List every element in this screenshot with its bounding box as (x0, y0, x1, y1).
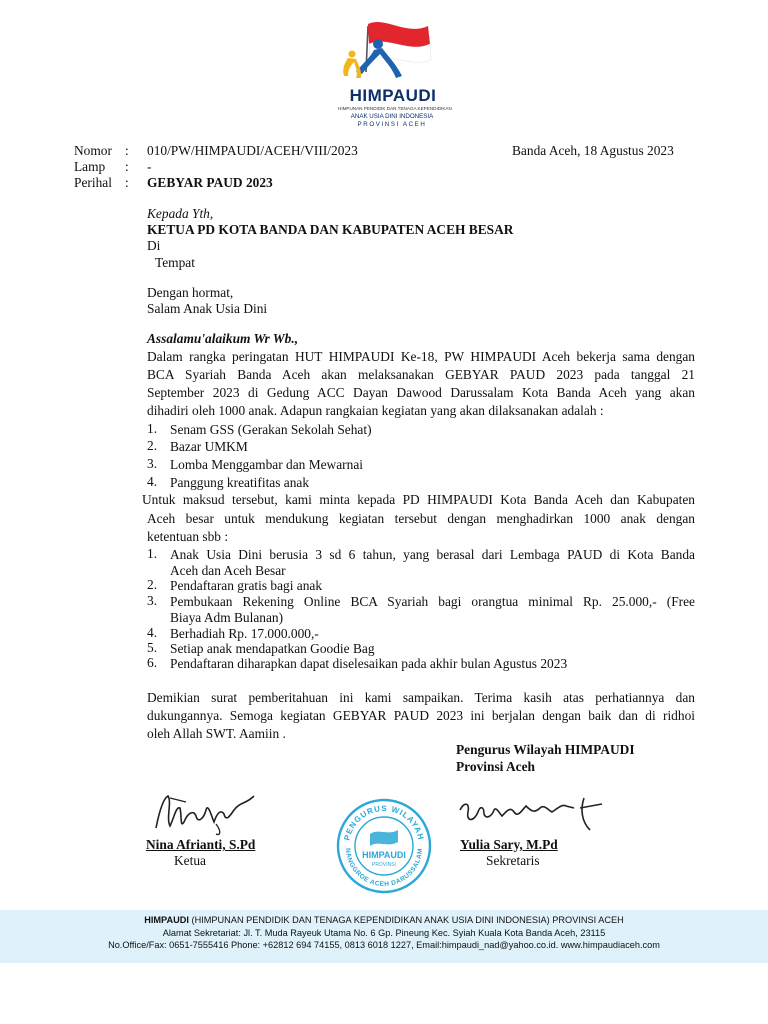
left-signatory-title: Ketua (174, 853, 206, 868)
kepada-yth: Kepada Yth, (147, 206, 214, 221)
list-item-continued: Biaya Adm Bulanan) (170, 610, 284, 625)
signature-org-line1: Pengurus Wilayah HIMPAUDI (456, 742, 635, 757)
logo-subtitle-1: HIMPUNAN PENDIDIK DAN TENAGA KEPENDIDIKAN (338, 106, 452, 111)
footer-line-1 (0, 915, 768, 925)
official-stamp (334, 796, 434, 896)
paragraph-line: Demikian surat pemberitahuan ini kami sampaikan. Terima kasih atas perhatiannya dan (147, 690, 695, 705)
stamp-sub-text: PROVINSI (372, 862, 396, 868)
list-number: 4. (147, 625, 158, 640)
list-number: 2. (147, 438, 158, 453)
letter-footer (0, 910, 768, 963)
paragraph-line: dukungannya. Semoga kegiatan GEBYAR PAUD 2023 ini berjalan dengan baik dan di ridhoi (147, 708, 695, 723)
stamp-center-text: HIMPAUDI (362, 850, 406, 860)
nomor-label: Nomor (74, 143, 112, 158)
list-item: Setiap anak mendapatkan Goodie Bag (170, 641, 375, 656)
lamp-label: Lamp (74, 159, 106, 174)
list-item: Berhadiah Rp. 17.000.000,- (170, 626, 319, 641)
paragraph-line: ketentuan sbb : (147, 529, 229, 544)
lamp-value: - (147, 159, 152, 174)
greeting-salam-aud: Salam Anak Usia Dini (147, 301, 268, 316)
list-item: Anak Usia Dini berusia 3 sd 6 tahun, yang berasal dari Lembaga PAUD di Kota Banda (170, 547, 695, 562)
paragraph-line: BCA Syariah Banda Aceh akan melaksanakan GEBYAR PAUD 2023 pada tanggal 21 (147, 367, 695, 382)
recipient-tempat: Tempat (155, 255, 195, 270)
stamp-top-text: PENGURUS WILAYAH (342, 803, 426, 842)
nomor-colon: : (125, 143, 129, 158)
nomor-value: 010/PW/HIMPAUDI/ACEH/VIII/2023 (147, 143, 358, 158)
himpaudi-emblem-icon (336, 14, 446, 86)
list-number: 6. (147, 655, 158, 670)
paragraph-line: oleh Allah SWT. Aamiin . (147, 726, 286, 741)
stamp-seal-icon (334, 796, 434, 896)
paragraph-line: Dalam rangka peringatan HUT HIMPAUDI Ke-18, PW HIMPAUDI Aceh bekerja sama dengan (147, 349, 695, 364)
perihal-value: GEBYAR PAUD 2023 (147, 175, 273, 190)
himpaudi-logo (336, 14, 452, 128)
paragraph-line: Aceh besar untuk mendukung kegiatan tersebut dengan menghadirkan 1000 anak dengan (147, 511, 695, 526)
greeting-assalamualaikum: Assalamu'alaikum Wr Wb., (147, 331, 299, 346)
list-number: 3. (147, 593, 158, 608)
logo-brand: HIMPAUDI (349, 86, 437, 105)
list-item: Senam GSS (Gerakan Sekolah Sehat) (170, 422, 372, 437)
list-number: 2. (147, 577, 158, 592)
list-number: 1. (147, 421, 158, 436)
footer-org-full: (HIMPUNAN PENDIDIK DAN TENAGA KEPENDIDIKAN ANAK USIA DINI INDONESIA) PROVINSI ACEH (188, 915, 624, 925)
signature-org-line2: Provinsi Aceh (456, 759, 535, 774)
logo-subtitle-3: PROVINSI ACEH (357, 121, 427, 128)
perihal-colon: : (125, 175, 129, 190)
paragraph-line: dihadiri oleh 1000 anak. Adapun rangkaian kegiatan yang akan dilaksanakan adalah : (147, 403, 604, 418)
stamp-bottom-text: NANGGROE ACEH DARUSSALAM (343, 847, 425, 889)
left-signatory-name: Nina Afrianti, S.Pd (146, 837, 256, 852)
place-date: Banda Aceh, 18 Agustus 2023 (512, 143, 674, 158)
list-number: 1. (147, 546, 158, 561)
list-item: Pembukaan Rekening Online BCA Syariah bagi orangtua minimal Rp. 25.000,- (Free (170, 594, 695, 609)
list-number: 5. (147, 640, 158, 655)
paragraph-line: Untuk maksud tersebut, kami minta kepada PD HIMPAUDI Kota Banda Aceh dan Kabupaten (142, 492, 695, 507)
lamp-colon: : (125, 159, 129, 174)
list-item: Pendaftaran diharapkan dapat diselesaikan pada akhir bulan Agustus 2023 (170, 656, 568, 671)
footer-contacts: No.Office/Fax: 0651-7555416 Phone: +62812 694 74155, 0813 6018 1227, Email:himpaudi_nad@yahoo.co.id. www.himpaudiaceh.com (108, 940, 660, 950)
list-item: Pendaftaran gratis bagi anak (170, 578, 323, 593)
greeting-hormat: Dengan hormat, (147, 285, 234, 300)
list-number: 4. (147, 474, 158, 489)
right-signatory-name: Yulia Sary, M.Pd (460, 837, 558, 852)
list-item: Bazar UMKM (170, 439, 248, 454)
paragraph-line: September 2023 di Gedung ACC Dayan Dawood Darussalam Kota Banda Aceh yang akan (147, 385, 695, 400)
left-signature-icon (150, 788, 262, 838)
list-item: Panggung kreatifitas anak (170, 475, 310, 490)
list-item-continued: Aceh dan Aceh Besar (170, 563, 286, 578)
footer-address: Alamat Sekretariat: Jl. T. Muda Rayeuk Utama No. 6 Gp. Pineung Kec. Syiah Kuala Kota Banda Aceh, 23115 (162, 928, 606, 938)
footer-brand: HIMPAUDI (144, 915, 189, 925)
list-number: 3. (147, 456, 158, 471)
right-signatory-title: Sekretaris (486, 853, 540, 868)
recipient-name: KETUA PD KOTA BANDA DAN KABUPATEN ACEH BESAR (147, 222, 514, 237)
logo-subtitle-2: ANAK USIA DINI INDONESIA (350, 113, 434, 120)
recipient-di: Di (147, 238, 161, 253)
list-item: Lomba Menggambar dan Mewarnai (170, 457, 363, 472)
right-signature-icon (456, 792, 606, 834)
perihal-label: Perihal (74, 175, 112, 190)
